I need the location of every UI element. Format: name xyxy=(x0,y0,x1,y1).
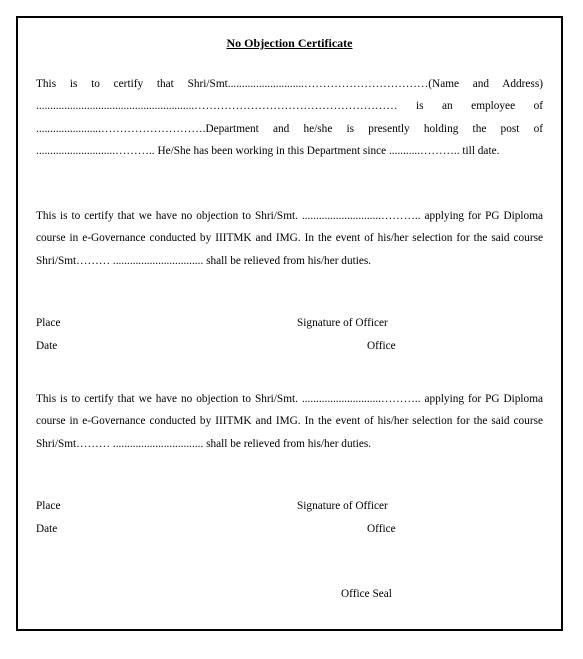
no-objection-paragraph-2: This is to certify that we have no objection to Shri/Smt. ............................……….. applying for PG Diploma course in e-Governance conducted by IIITMK and IMG. In the event of his/her selection for the said course Shri/Smt……… ................................ shall be relieved from his/her duties. xyxy=(36,393,543,450)
signature-label-1: Signature of Officer xyxy=(297,317,388,329)
place-label-1: Place xyxy=(36,317,61,329)
date-label-1: Date xyxy=(36,340,58,352)
signature-label-2: Signature of Officer xyxy=(297,500,388,512)
certificate-title: No Objection Certificate xyxy=(226,36,353,50)
date-label-2: Date xyxy=(36,523,58,535)
certify-paragraph: This is to certify that Shri/Smt...........................……………………………(Name and Address) ........................................................……………………………………………… is an employee of .......................……………………….Department and he/she is presently holding the post of ............................……….. He/She has been working in this Department since ...........……….. till date. xyxy=(36,78,543,157)
no-objection-paragraph-1: This is to certify that we have no objection to Shri/Smt. ............................……….. applying for PG Diploma course in e-Governance conducted by IIITMK and IMG. In the event of his/her selection for the said course Shri/Smt……… ................................ shall be relieved from his/her duties. xyxy=(36,210,543,267)
office-label-2: Office xyxy=(367,523,396,535)
certificate-frame xyxy=(16,16,563,631)
place-label-2: Place xyxy=(36,500,61,512)
office-label-1: Office xyxy=(367,340,396,352)
office-seal-label: Office Seal xyxy=(341,588,392,600)
